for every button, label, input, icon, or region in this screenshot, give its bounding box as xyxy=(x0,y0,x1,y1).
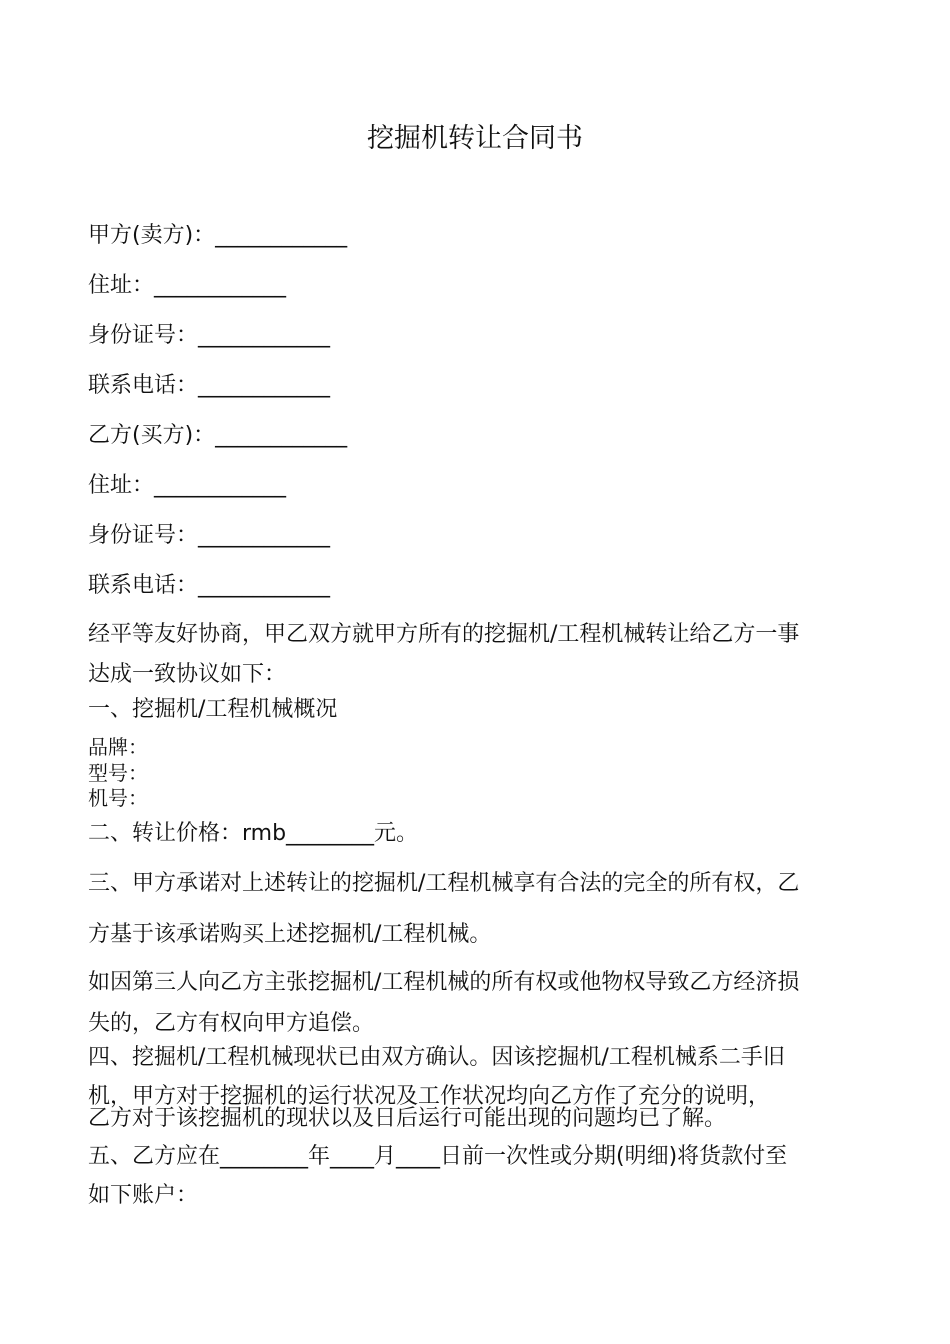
section5-line-2: 如下账户： xyxy=(88,1183,199,1208)
party-a-name-line: 甲方(卖方)：____________ xyxy=(88,223,348,248)
machine-number-field: 机号： xyxy=(88,786,148,810)
party-b-phone-line: 联系电话：____________ xyxy=(88,573,331,598)
party-a-address-line: 住址：____________ xyxy=(88,273,287,298)
section5-line-1: 五、乙方应在________年____月____日前一次性或分期(明细)将货款付至 xyxy=(88,1144,788,1169)
brand-field: 品牌： xyxy=(88,735,148,759)
section4-line-1: 四、挖掘机/工程机械现状已由双方确认。因该挖掘机/工程机械系二手旧 xyxy=(88,1045,785,1070)
section4-line-2: 机，甲方对于挖掘机的运行状况及工作状况均向乙方作了充分的说明， xyxy=(88,1084,771,1109)
section3-line-2: 方基于该承诺购买上述挖掘机/工程机械。 xyxy=(88,922,492,947)
party-b-id-line: 身份证号：____________ xyxy=(88,523,331,548)
section3-line-3: 如因第三人向乙方主张挖掘机/工程机械的所有权或他物权导致乙方经济损 xyxy=(88,970,800,995)
party-b-name-line: 乙方(买方)：____________ xyxy=(88,423,348,448)
party-a-phone-line: 联系电话：____________ xyxy=(88,373,331,398)
party-a-id-line: 身份证号：____________ xyxy=(88,323,331,348)
section4-line-3: 乙方对于该挖掘机的现状以及日后运行可能出现的问题均已了解。 xyxy=(88,1106,727,1131)
intro-line-2: 达成一致协议如下： xyxy=(88,662,287,687)
section3-line-1: 三、甲方承诺对上述转让的挖掘机/工程机械享有合法的完全的所有权，乙 xyxy=(88,871,800,896)
section3-line-4: 失的，乙方有权向甲方追偿。 xyxy=(88,1011,375,1036)
intro-line-1: 经平等友好协商，甲乙双方就甲方所有的挖掘机/工程机械转让给乙方一事 xyxy=(88,622,800,647)
model-field: 型号： xyxy=(88,761,148,785)
section2-price: 二、转让价格：rmb________元。 xyxy=(88,821,419,846)
section1-heading: 一、挖掘机/工程机械概况 xyxy=(88,697,338,722)
document-title: 挖掘机转让合同书 xyxy=(367,123,583,154)
party-b-address-line: 住址：____________ xyxy=(88,473,287,498)
